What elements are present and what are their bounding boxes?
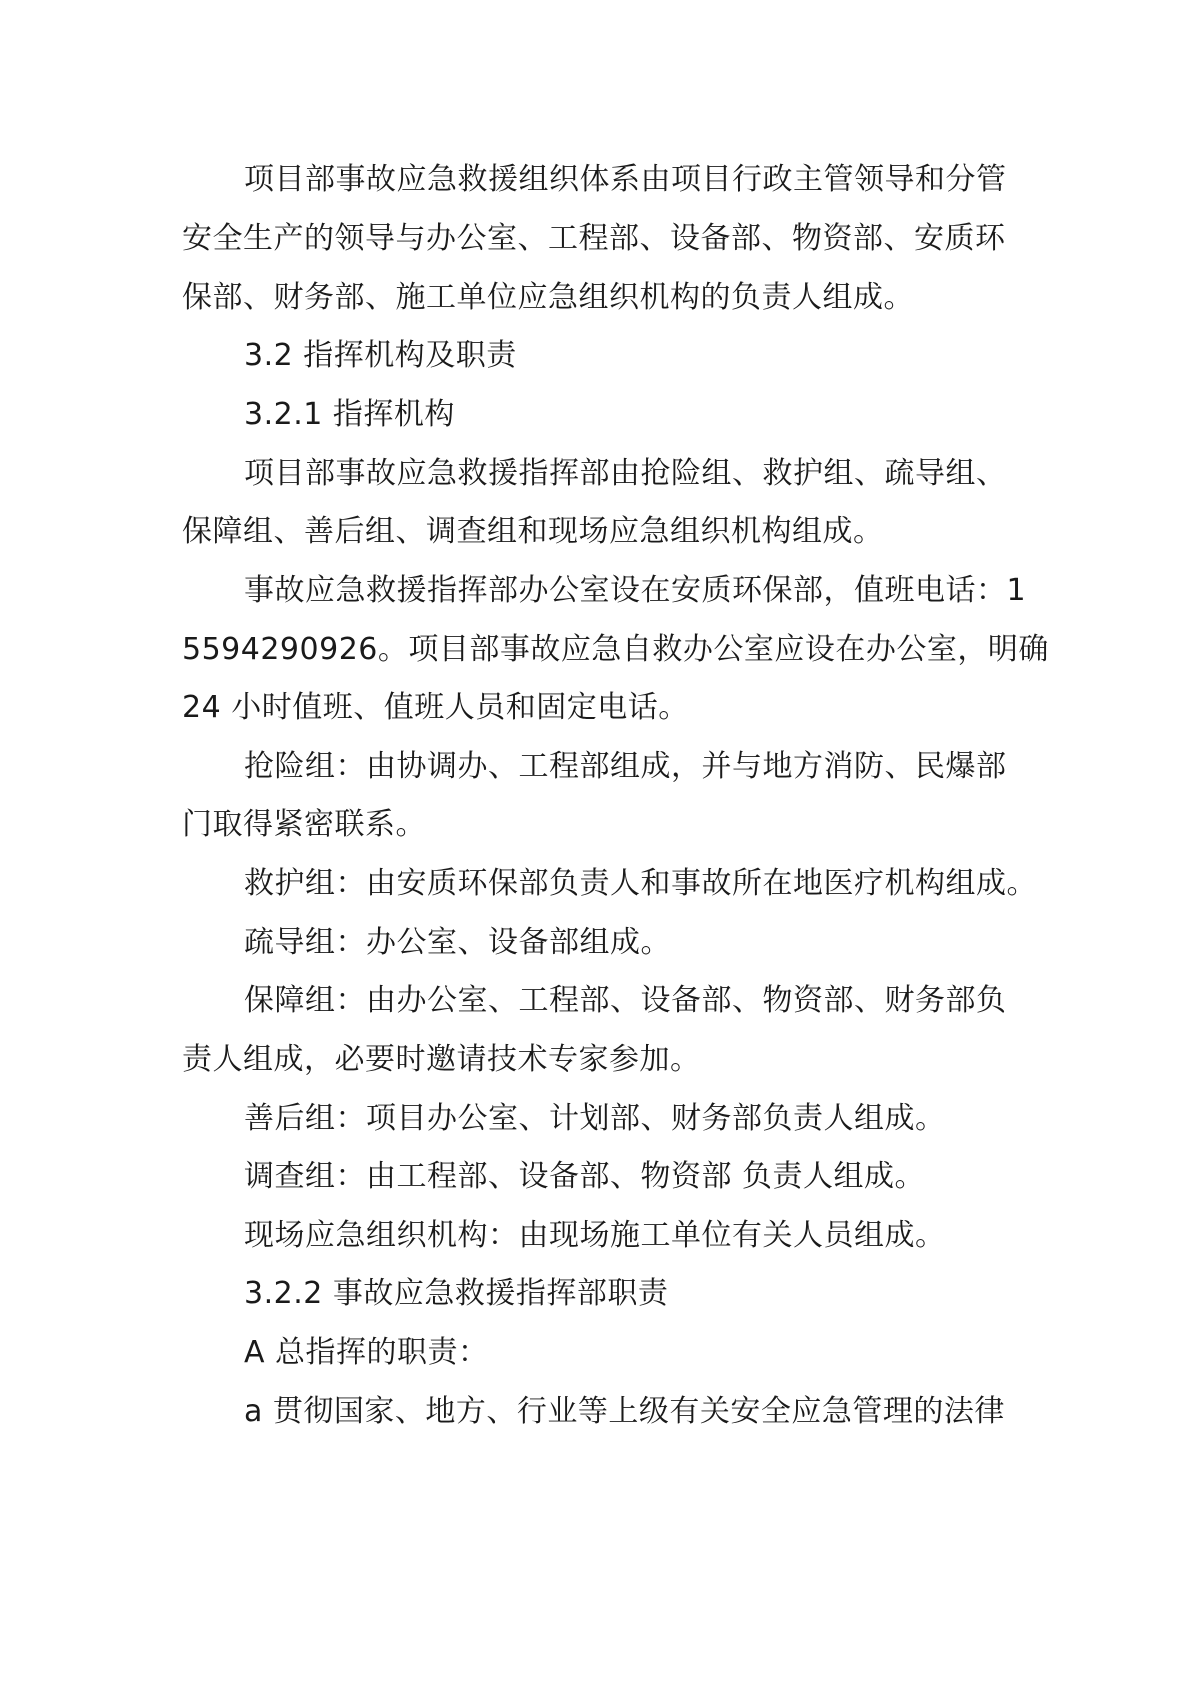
paragraph-line: 现场应急组织机构：由现场施工单位有关人员组成。 bbox=[244, 1218, 946, 1253]
paragraph-line: 5594290926。项目部事故应急自救办公室应设在办公室，明确 bbox=[182, 632, 1049, 667]
paragraph-line: 24 小时值班、值班人员和固定电话。 bbox=[182, 690, 689, 725]
paragraph-line: 门取得紧密联系。 bbox=[182, 807, 426, 842]
paragraph-line: 责人组成，必要时邀请技术专家参加。 bbox=[182, 1042, 701, 1077]
list-heading: A 总指挥的职责： bbox=[244, 1335, 489, 1370]
subsection-heading: 3.2.1 指挥机构 bbox=[244, 397, 455, 432]
paragraph-line: a 贯彻国家、地方、行业等上级有关安全应急管理的法律 bbox=[244, 1394, 1005, 1429]
paragraph-line: 救护组：由安质环保部负责人和事故所在地医疗机构组成。 bbox=[244, 866, 1037, 901]
paragraph-line: 疏导组：办公室、设备部组成。 bbox=[244, 925, 671, 960]
paragraph-line: 抢险组：由协调办、工程部组成，并与地方消防、民爆部 bbox=[244, 749, 1007, 784]
section-heading: 3.2 指挥机构及职责 bbox=[244, 338, 517, 373]
subsection-heading: 3.2.2 事故应急救援指挥部职责 bbox=[244, 1276, 669, 1311]
paragraph-line: 事故应急救援指挥部办公室设在安质环保部，值班电话：1 bbox=[244, 573, 1027, 608]
paragraph-line: 项目部事故应急救援指挥部由抢险组、救护组、疏导组、 bbox=[244, 456, 1007, 491]
paragraph-line: 保障组、善后组、调查组和现场应急组织机构组成。 bbox=[182, 514, 884, 549]
paragraph-line: 保障组：由办公室、工程部、设备部、物资部、财务部负 bbox=[244, 983, 1007, 1018]
paragraph-line: 项目部事故应急救援组织体系由项目行政主管领导和分管 bbox=[244, 162, 1007, 197]
paragraph-line: 调查组：由工程部、设备部、物资部 负责人组成。 bbox=[244, 1159, 926, 1194]
paragraph-line: 安全生产的领导与办公室、工程部、设备部、物资部、安质环 bbox=[182, 221, 1006, 256]
paragraph-line: 保部、财务部、施工单位应急组织机构的负责人组成。 bbox=[182, 280, 914, 315]
paragraph-line: 善后组：项目办公室、计划部、财务部负责人组成。 bbox=[244, 1101, 946, 1136]
